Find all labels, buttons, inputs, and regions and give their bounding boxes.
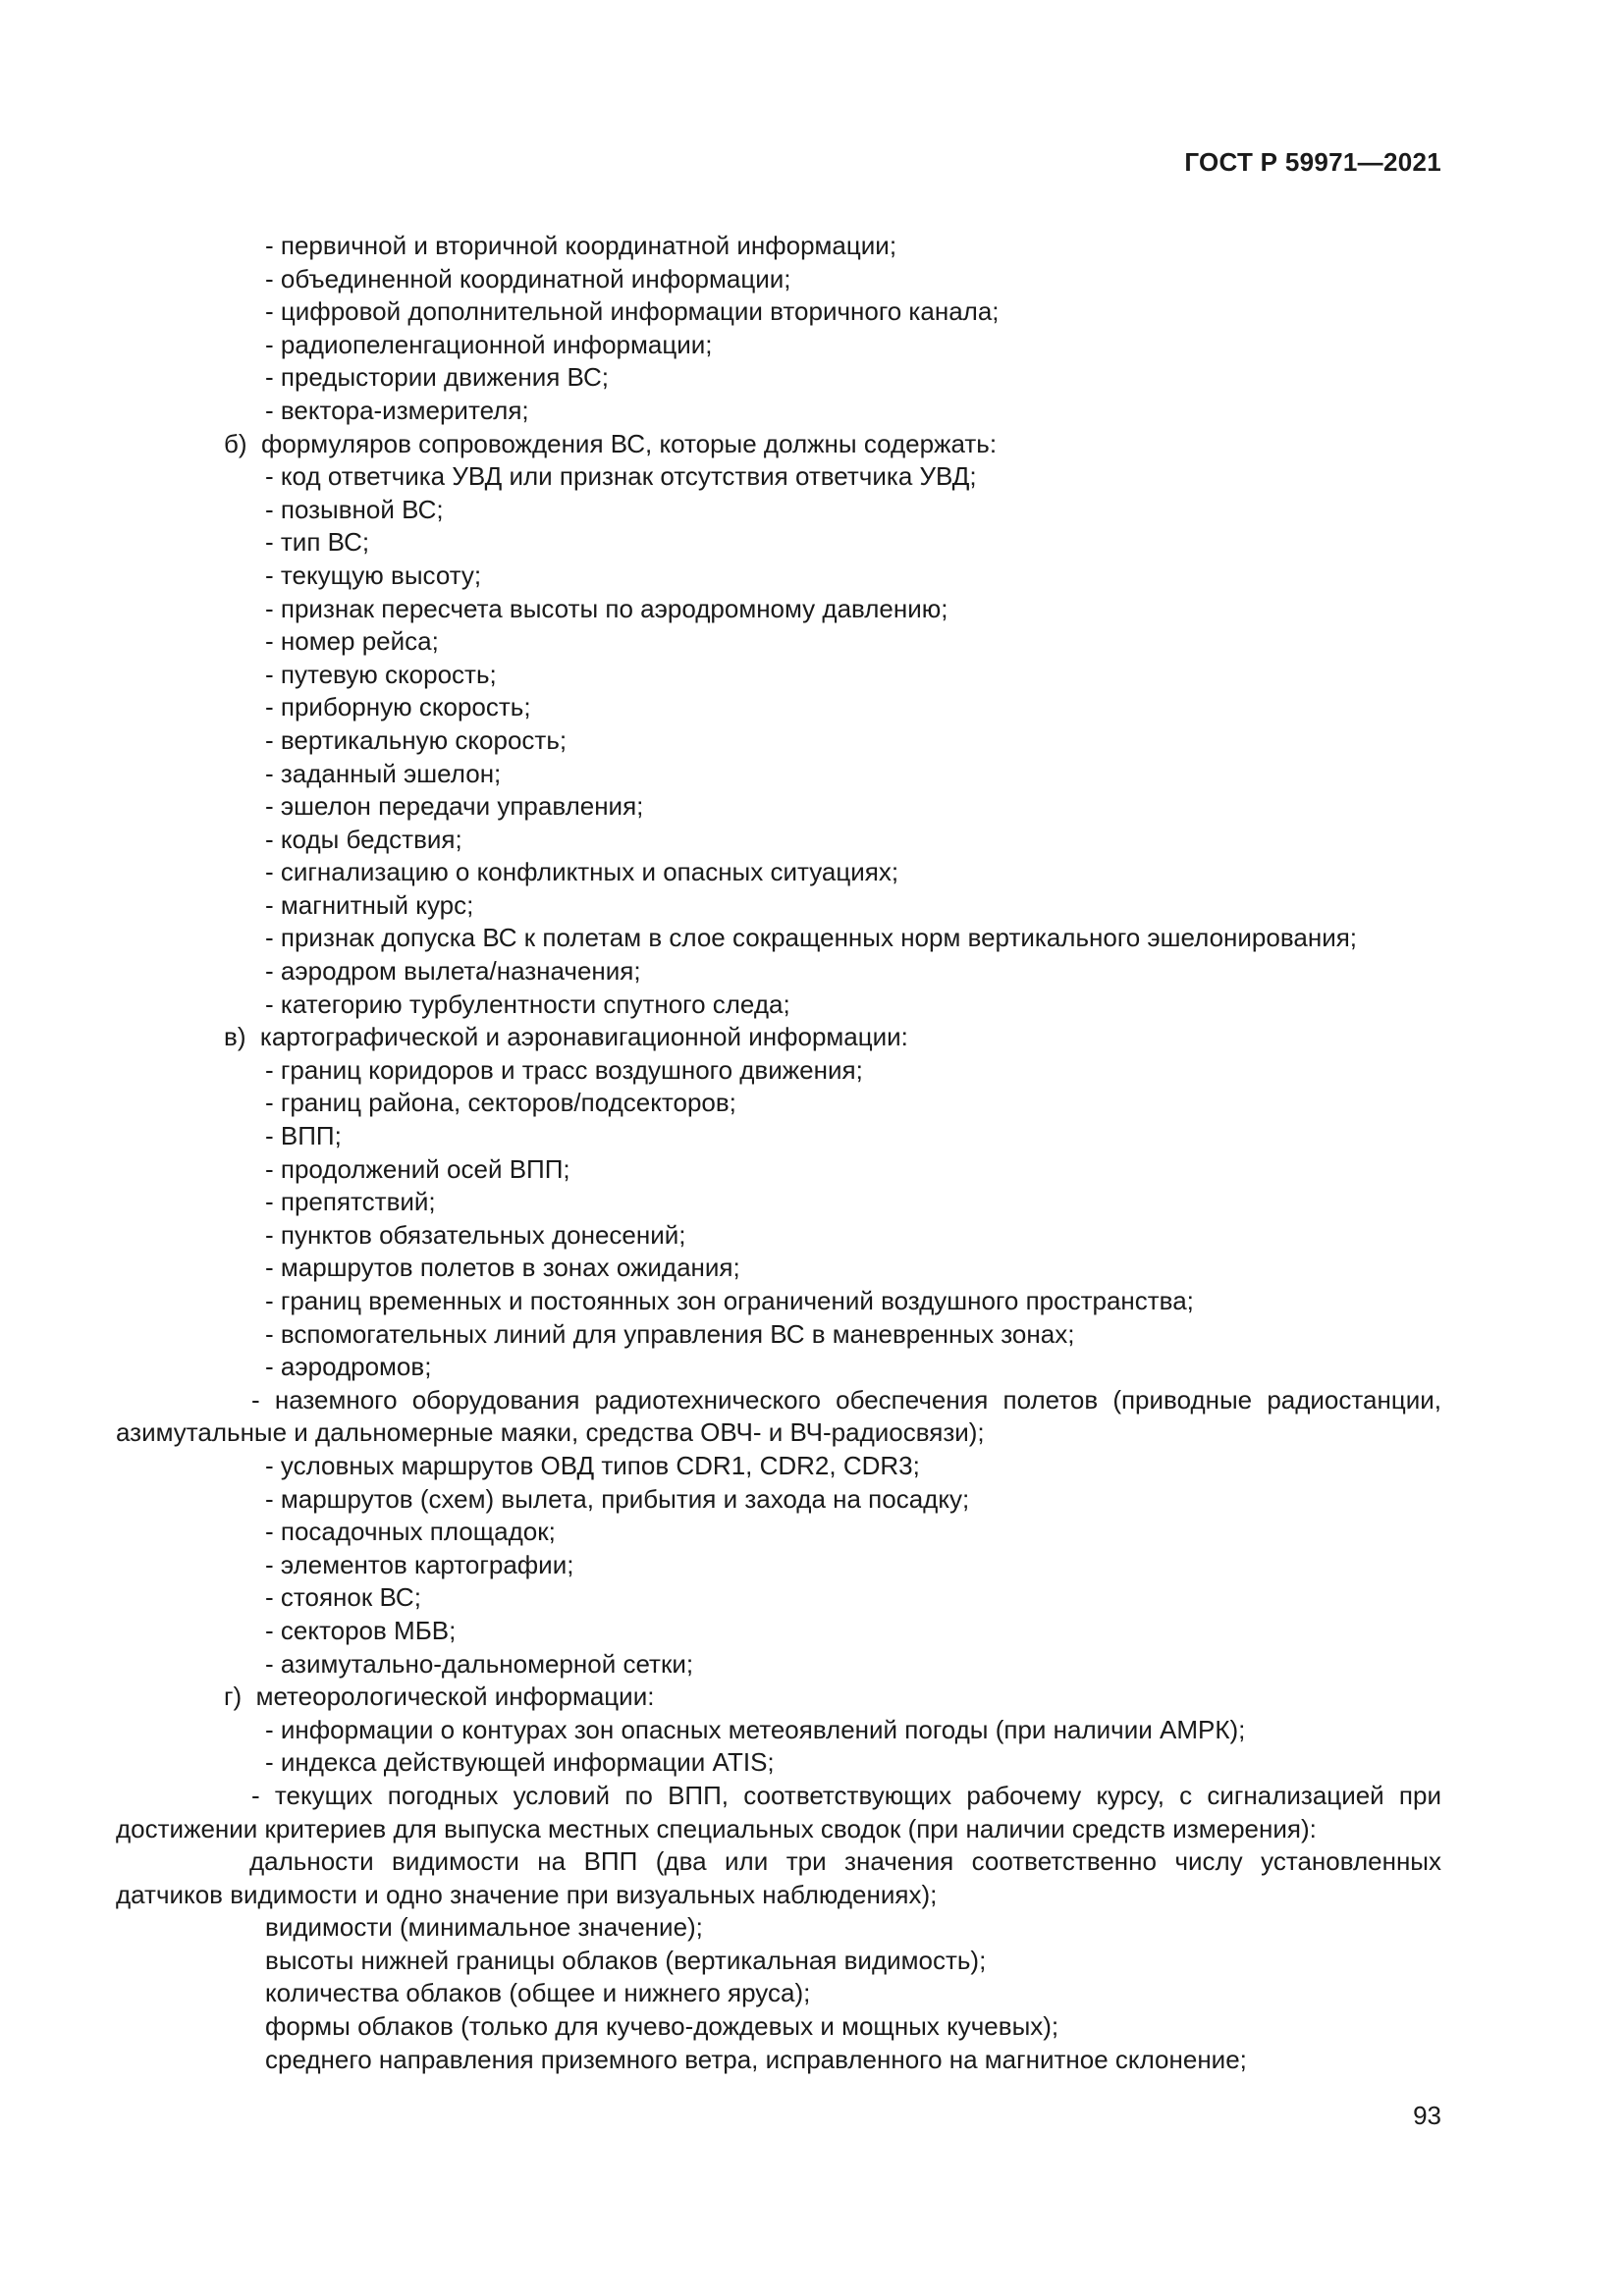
list-item: - приборную скорость;	[265, 692, 531, 722]
list-item: - предыстории движения ВС;	[265, 362, 609, 393]
list-item: - посадочных площадок;	[265, 1517, 556, 1547]
section-heading: в) картографической и аэронавигационной информации:	[224, 1022, 908, 1052]
list-item: - границ района, секторов/подсекторов;	[265, 1088, 736, 1118]
list-item: - наземного оборудования радиотехнического обеспечения полетов (приводные радиостанции, азимутальные и дальномерные маяки, средства ОВЧ- и ВЧ-радиосвязи);	[116, 1384, 1441, 1448]
list-item: - текущую высоту;	[265, 560, 482, 590]
sub-item: высоты нижней границы облаков (вертикальная видимость);	[265, 1945, 987, 1975]
section-heading: г) метеорологической информации:	[224, 1682, 655, 1712]
list-item: - текущих погодных условий по ВПП, соответствующих рабочему курсу, с сигнализацией при достижении критериев для выпуска местных специальных сводок (при наличии средств измерения):	[116, 1780, 1441, 1843]
list-item: - радиопеленгационной информации;	[265, 329, 713, 359]
list-item: - пунктов обязательных донесений;	[265, 1219, 686, 1250]
list-item: - границ коридоров и трасс воздушного движения;	[265, 1054, 863, 1085]
list-item: - секторов МБВ;	[265, 1615, 457, 1645]
list-item: - вспомогательных линий для управления ВС в маневренных зонах;	[265, 1318, 1075, 1349]
list-item: - препятствий;	[265, 1187, 436, 1217]
list-item: - аэродром вылета/назначения;	[265, 956, 641, 987]
list-item: - магнитный курс;	[265, 889, 474, 920]
list-item: - эшелон передачи управления;	[265, 791, 644, 822]
document-body	[116, 230, 1441, 2076]
list-item: - вектора-измерителя;	[265, 395, 529, 425]
list-item: - номер рейса;	[265, 626, 439, 657]
section-heading: б) формуляров сопровождения ВС, которые должны содержать:	[224, 428, 998, 458]
list-item: - элементов картографии;	[265, 1549, 574, 1579]
list-item: - код ответчика УВД или признак отсутствия ответчика УВД;	[265, 461, 977, 492]
list-item: - коды бедствия;	[265, 824, 462, 854]
list-item: - индекса действующей информации ATIS;	[265, 1747, 775, 1778]
document-code: ГОСТ Р 59971—2021	[1184, 147, 1441, 177]
sub-item: видимости (минимальное значение);	[265, 1912, 703, 1943]
sub-item: количества облаков (общее и нижнего яруса);	[265, 1978, 811, 2008]
list-item: - цифровой дополнительной информации вторичного канала;	[265, 296, 1000, 327]
list-item: - тип ВС;	[265, 527, 370, 558]
list-item: - продолжений осей ВПП;	[265, 1153, 570, 1184]
list-item: - признак пересчета высоты по аэродромному давлению;	[265, 593, 948, 623]
list-item: - информации о контурах зон опасных метеоявлений погоды (при наличии АМРК);	[265, 1714, 1246, 1744]
list-item: - первичной и вторичной координатной информации;	[265, 231, 897, 260]
list-item: - сигнализацию о конфликтных и опасных ситуациях;	[265, 857, 899, 887]
list-item: - вертикальную скорость;	[265, 724, 568, 755]
list-item: - категорию турбулентности спутного следа;	[265, 988, 790, 1019]
list-item: - объединенной координатной информации;	[265, 263, 791, 294]
list-item: - маршрутов (схем) вылета, прибытия и захода на посадку;	[265, 1483, 970, 1514]
list-item: - азимутально-дальномерной сетки;	[265, 1648, 694, 1679]
list-item: - путевую скорость;	[265, 659, 497, 689]
sub-item: среднего направления приземного ветра, исправленного на магнитное склонение;	[265, 2044, 1247, 2074]
list-item: - аэродромов;	[265, 1352, 432, 1382]
page-number: 93	[1413, 2101, 1441, 2130]
list-item: - границ временных и постоянных зон ограничений воздушного пространства;	[265, 1286, 1194, 1315]
list-item: - заданный эшелон;	[265, 758, 502, 788]
list-item: - позывной ВС;	[265, 494, 444, 524]
list-item: - признак допуска ВС к полетам в слое сокращенных норм вертикального эшелонирования;	[265, 923, 1358, 953]
list-item: - условных маршрутов ОВД типов CDR1, CDR2, CDR3;	[265, 1450, 920, 1480]
sub-item: формы облаков (только для кучево-дождевых и мощных кучевых);	[265, 2011, 1059, 2042]
list-item: - маршрутов полетов в зонах ожидания;	[265, 1253, 740, 1283]
list-item: - стоянок ВС;	[265, 1582, 421, 1613]
sub-item: дальности видимости на ВПП (два или три значения соответственно числу установленных датчиков видимости и одно значение при визуальных наблюдениях);	[116, 1846, 1441, 1909]
list-item: - ВПП;	[265, 1121, 342, 1151]
